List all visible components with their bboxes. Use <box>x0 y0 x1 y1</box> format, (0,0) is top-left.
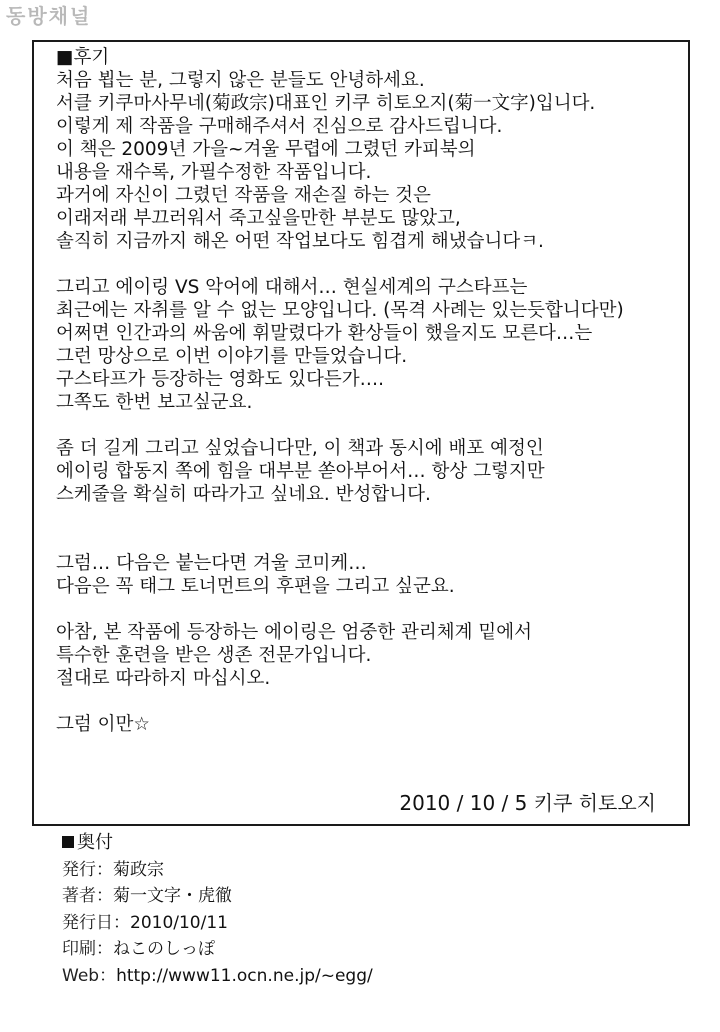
colophon-title-row <box>62 830 482 857</box>
para1-line: 처음 뵙는 분, 그렇지 않은 분들도 안녕하세요. <box>56 70 425 91</box>
para5-line: 아참, 본 작품에 등장하는 에이링은 엄중한 관리체계 밑에서 <box>56 622 532 643</box>
square-bullet-icon <box>62 836 74 848</box>
para2-line: 최근에는 자취를 알 수 없는 모양입니다. (목격 사례는 있는듯합니다만) <box>56 300 624 321</box>
author-label: 著者： <box>62 886 113 906</box>
colophon-title: 奥付 <box>77 832 113 853</box>
para1-line: 이래저래 부끄러워서 죽고싶을만한 부분도 많았고, <box>56 208 461 229</box>
closing-line: 그럼 이만☆ <box>56 714 150 735</box>
printer-label: 印刷： <box>62 939 113 959</box>
para3-line: 좀 더 길게 그리고 싶었습니다만, 이 책과 동시에 배포 예정인 <box>56 438 544 459</box>
colophon <box>62 830 482 989</box>
afterword-heading: ■후기 <box>56 47 110 68</box>
printer-row <box>62 936 482 963</box>
para1-line: 서클 키쿠마사무네(菊政宗)대표인 키쿠 히토오지(菊一文字)입니다. <box>56 93 596 114</box>
afterword-body <box>56 46 696 736</box>
publisher-label: 発行： <box>62 859 113 880</box>
publisher-row <box>62 857 482 884</box>
para2-line: 구스타프가 등장하는 영화도 있다든가…. <box>56 369 384 390</box>
para5-line: 절대로 따라하지 마십시오. <box>56 668 271 689</box>
para1-line: 과거에 자신이 그렸던 작품을 재손질 하는 것은 <box>56 185 431 206</box>
date-value: 2010/10/11 <box>130 912 228 933</box>
para1-line: 솔직히 지금까지 해온 어떤 작업보다도 힘겹게 해냈습니다ㅋ. <box>56 231 544 252</box>
date-row <box>62 910 482 937</box>
para2-line: 그쪽도 한번 보고싶군요. <box>56 392 253 413</box>
para3-line: 에이링 합동지 쪽에 힘을 대부분 쏟아부어서… 항상 그렇지만 <box>56 461 545 482</box>
web-row <box>62 963 482 990</box>
author-row <box>62 883 482 910</box>
signature: 2010 / 10 / 5 키쿠 히토오지 <box>399 791 656 815</box>
para1-line: 내용을 재수록, 가필수정한 작품입니다. <box>56 162 372 183</box>
publisher-value: 菊政宗 <box>113 859 164 880</box>
para3-line: 스케줄을 확실히 따라가고 싶네요. 반성합니다. <box>56 484 431 505</box>
para4-line: 다음은 꼭 태그 토너먼트의 후편을 그리고 싶군요. <box>56 576 455 597</box>
web-label: Web： <box>62 965 117 986</box>
para1-line: 이렇게 제 작품을 구매해주셔서 진심으로 감사드립니다. <box>56 116 503 137</box>
para5-line: 특수한 훈련을 받은 생존 전문가입니다. <box>56 645 372 666</box>
date-label: 発行日： <box>62 912 130 933</box>
para2-line: 그리고 에이링 VS 악어에 대해서… 현실세계의 구스타프는 <box>56 277 528 298</box>
web-url[interactable]: http://www11.ocn.ne.jp/~egg/ <box>116 965 373 986</box>
para4-line: 그럼… 다음은 붙는다면 겨울 코미케… <box>56 553 367 574</box>
para2-line: 어쩌면 인간과의 싸움에 휘말렸다가 환상들이 했을지도 모른다…는 <box>56 323 593 344</box>
author-value: 菊一文字・虎徹 <box>113 886 232 906</box>
para2-line: 그런 망상으로 이번 이야기를 만들었습니다. <box>56 346 408 367</box>
watermark: 동방채널 <box>6 4 92 28</box>
printer-value: ねこのしっぽ <box>113 939 215 959</box>
para1-line: 이 책은 2009년 가을~겨울 무렵에 그렸던 카피북의 <box>56 139 476 160</box>
